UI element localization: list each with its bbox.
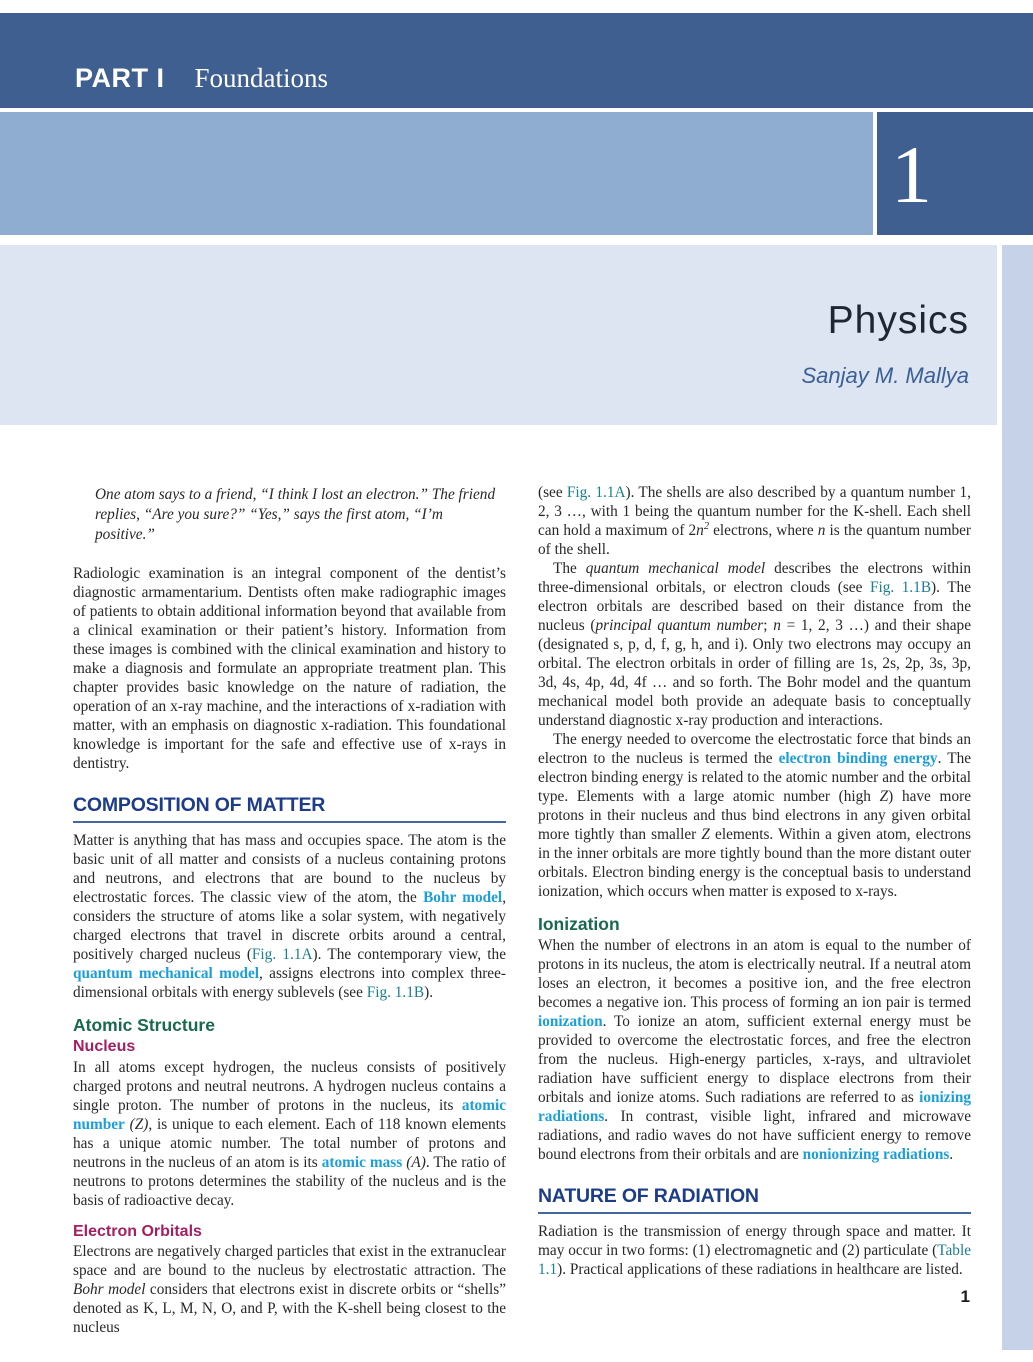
text-run: 2	[703, 520, 710, 532]
text-run: (see	[538, 484, 567, 501]
key-term: electron binding energy	[778, 750, 938, 767]
text-run: ). Practical applications of these radiations in healthcare are listed.	[557, 1261, 963, 1279]
text-run: The	[553, 560, 586, 577]
text-run: When the number of electrons in an atom is equal to the number of protons in its nucleus, the atom is electrically neutral. If a neutral atom loses an electron, it becomes a positive ion, and the free electron becomes a negative ion. This process of forming an ion pair is termed	[538, 937, 971, 1011]
text-run: Electrons are negatively charged particles that exist in the extranuclear space and are bound to the nucleus by electrostatic attraction. The	[73, 1242, 506, 1279]
paragraph	[538, 1222, 971, 1279]
key-term: atomic mass	[321, 1153, 403, 1171]
text-run: , considers the structure of atoms like a solar system, with negatively charged electrons that travel in discrete orbits around a central, positively charged nucleus (	[73, 889, 507, 964]
left-column	[73, 483, 506, 1337]
paragraph	[538, 483, 971, 559]
text-run: . The ratio of neutrons to protons determines the stability of the nucleus and is the basis of radioactive decay.	[73, 1153, 507, 1209]
text-run: ).	[424, 984, 434, 1002]
cross-reference-link[interactable]: Fig. 1.1A	[566, 484, 626, 501]
key-term: ionizing radiations	[538, 1089, 971, 1125]
part-label: PART I	[75, 63, 165, 93]
text-run: ;	[763, 617, 774, 634]
paragraph	[73, 831, 506, 1002]
text-run: The energy needed to overcome the electrostatic force that binds an electron to the nucleus is termed the	[538, 731, 971, 767]
text-run: Z	[701, 826, 710, 843]
text-run: describes the electrons within three-dimensional orbitals, or electron clouds (see	[538, 560, 971, 596]
paragraph	[538, 730, 971, 901]
chapter-number-box	[877, 112, 1033, 235]
chapter-title: Physics	[827, 299, 969, 342]
text-run: , is unique to each element. Each of 118 known elements has a unique atomic number. The total number of protons and neutrons in the nucleus of an atom is its	[73, 1115, 506, 1171]
subsubsection-heading: Nucleus	[73, 1038, 136, 1056]
key-term: Bohr model	[423, 889, 503, 907]
paragraph	[73, 1058, 506, 1210]
text-run: (Z)	[129, 1115, 149, 1133]
text-run: elements. Within a given atom, electrons in the inner orbitals are more tightly bound than the more distant outer orbitals. Electron binding energy is the conceptual basis to understand ionization, which occurs when matter is exposed to x-rays.	[538, 826, 971, 900]
text-run: Radiation is the transmission of energy through space and matter. It may occur in two forms: (1) electromagnetic and (2) particulate (	[538, 1223, 971, 1260]
text-run: (A)	[406, 1153, 426, 1171]
chapter-band	[0, 112, 873, 235]
subsection-heading: Ionization	[538, 914, 620, 934]
chapter-title-box	[0, 245, 997, 425]
epigraph-quote	[95, 485, 496, 545]
text-run: is the quantum number of the shell.	[538, 522, 971, 558]
cross-reference-link[interactable]: Table 1.1	[538, 1242, 971, 1279]
key-term: ionization	[538, 1013, 603, 1030]
page-number: 1	[960, 1287, 970, 1306]
subsection-heading: Atomic Structure	[73, 1015, 215, 1036]
text-run: Z	[879, 788, 889, 805]
paragraph	[538, 559, 971, 730]
paragraph	[538, 936, 971, 1164]
text-run: ). The electron orbitals are described based on their distance from the nucleus (	[538, 579, 971, 634]
subsubsection-heading: Electron Orbitals	[73, 1222, 202, 1240]
key-term: nonionizing radiations	[802, 1146, 950, 1163]
paragraph	[73, 564, 506, 773]
key-term: quantum mechanical model	[73, 965, 260, 983]
part-title: Foundations	[194, 63, 329, 93]
key-term: atomic number	[73, 1096, 506, 1133]
text-run: . The electron binding energy is related to the atomic number and the orbital type. Elements with a large atomic number (high	[538, 750, 972, 805]
text-run: Matter is anything that has mass and occupies space. The atom is the basic unit of all matter and consists of a nucleus containing protons and neutrons, and electrons that are bound to the nucleus by electrostatic forces. The classic view of the atom, the	[73, 832, 506, 907]
text-run: . To ionize an atom, sufficient external energy must be provided to overcome the electrostatic forces, and free the electron from the nucleus. High-energy particles, x-rays, and ultraviolet radiation have sufficient energy to displace electrons from their orbitals and ionize atoms. Such radiations are referred to as	[538, 1013, 971, 1106]
text-run: n	[696, 522, 704, 539]
text-run: ). The shells are also described by a quantum number 1, 2, 3 …, with 1 being the quantum number for the K-shell. Each shell can hold a maximum of 2	[538, 484, 971, 539]
section-heading: NATURE OF RADIATION	[538, 1185, 971, 1214]
text-run: ) have more protons in their nucleus and thus bind electrons in any given orbital more tightly than smaller	[538, 788, 971, 843]
cross-reference-link[interactable]: Fig. 1.1A	[251, 946, 313, 964]
chapter-author: Sanjay M. Mallya	[801, 362, 969, 388]
section-heading: COMPOSITION OF MATTER	[73, 794, 506, 823]
chapter-number: 1	[891, 129, 932, 220]
right-column	[538, 483, 971, 1279]
text-run: Radiologic examination is an integral component of the dentist’s diagnostic armamentarium. Dentists often make radiographic images of patients to obtain additional information beyond that available from a clinical examination or their patient’s history. Information from these images is combined with the clinical examination and history to make a diagnosis and formulate an appropriate treatment plan. This chapter provides basic knowledge on the nature of radiation, the operation of an x-ray machine, and the interactions of x-radiation with matter, with an emphasis on diagnostic x-radiation. This foundational knowledge is important for the safe and effective use of x-rays in dentistry.	[73, 565, 506, 772]
page-edge-strip	[1002, 245, 1033, 1350]
text-run: .	[949, 1146, 954, 1163]
text-run: One atom says to a friend, “I think I lost an electron.” The friend replies, “Are you sure?” “Yes,” says the first atom, “I’m positive.”	[95, 486, 496, 543]
text-run: electrons, where	[709, 522, 818, 539]
text-run: quantum mechanical model	[585, 560, 766, 577]
text-run: considers that electrons exist in discrete orbits or “shells” denoted as K, L, M, N, O, and P, with the K-shell being closest to the nucleus	[73, 1280, 506, 1336]
text-run: In all atoms except hydrogen, the nucleus consists of positively charged protons and neutral neutrons. A hydrogen nucleus contains a single proton. The number of protons in the nucleus, its	[73, 1058, 506, 1114]
cross-reference-link[interactable]: Fig. 1.1B	[869, 579, 932, 596]
text-run: principal quantum number	[595, 617, 764, 634]
text-run: ). The contemporary view, the	[312, 946, 506, 964]
text-run: = 1, 2, 3 …) and their shape (designated s, p, d, f, g, h, and i). Only two electrons may occupy an orbital. The electron orbitals in order of filling are 1s, 2s, 2p, 3s, 3p, 3d, 4s, 4p, 4d, 4f … and so forth. The Bohr model and the quantum mechanical model both provide an adequate basis to conceptually understand diagnostic x-ray production and interactions.	[538, 617, 971, 729]
text-run: n	[817, 522, 826, 539]
text-run: , assigns electrons into complex three-dimensional orbitals with energy sublevels (see	[73, 965, 506, 1002]
text-run: . In contrast, visible light, infrared and microwave radiations, and radio waves do not have sufficient energy to remove bound electrons from their orbitals and are	[538, 1108, 971, 1163]
part-header-bar	[0, 13, 1033, 108]
text-run: Bohr model	[73, 1280, 146, 1298]
cross-reference-link[interactable]: Fig. 1.1B	[366, 984, 425, 1002]
text-run: n	[773, 617, 781, 634]
